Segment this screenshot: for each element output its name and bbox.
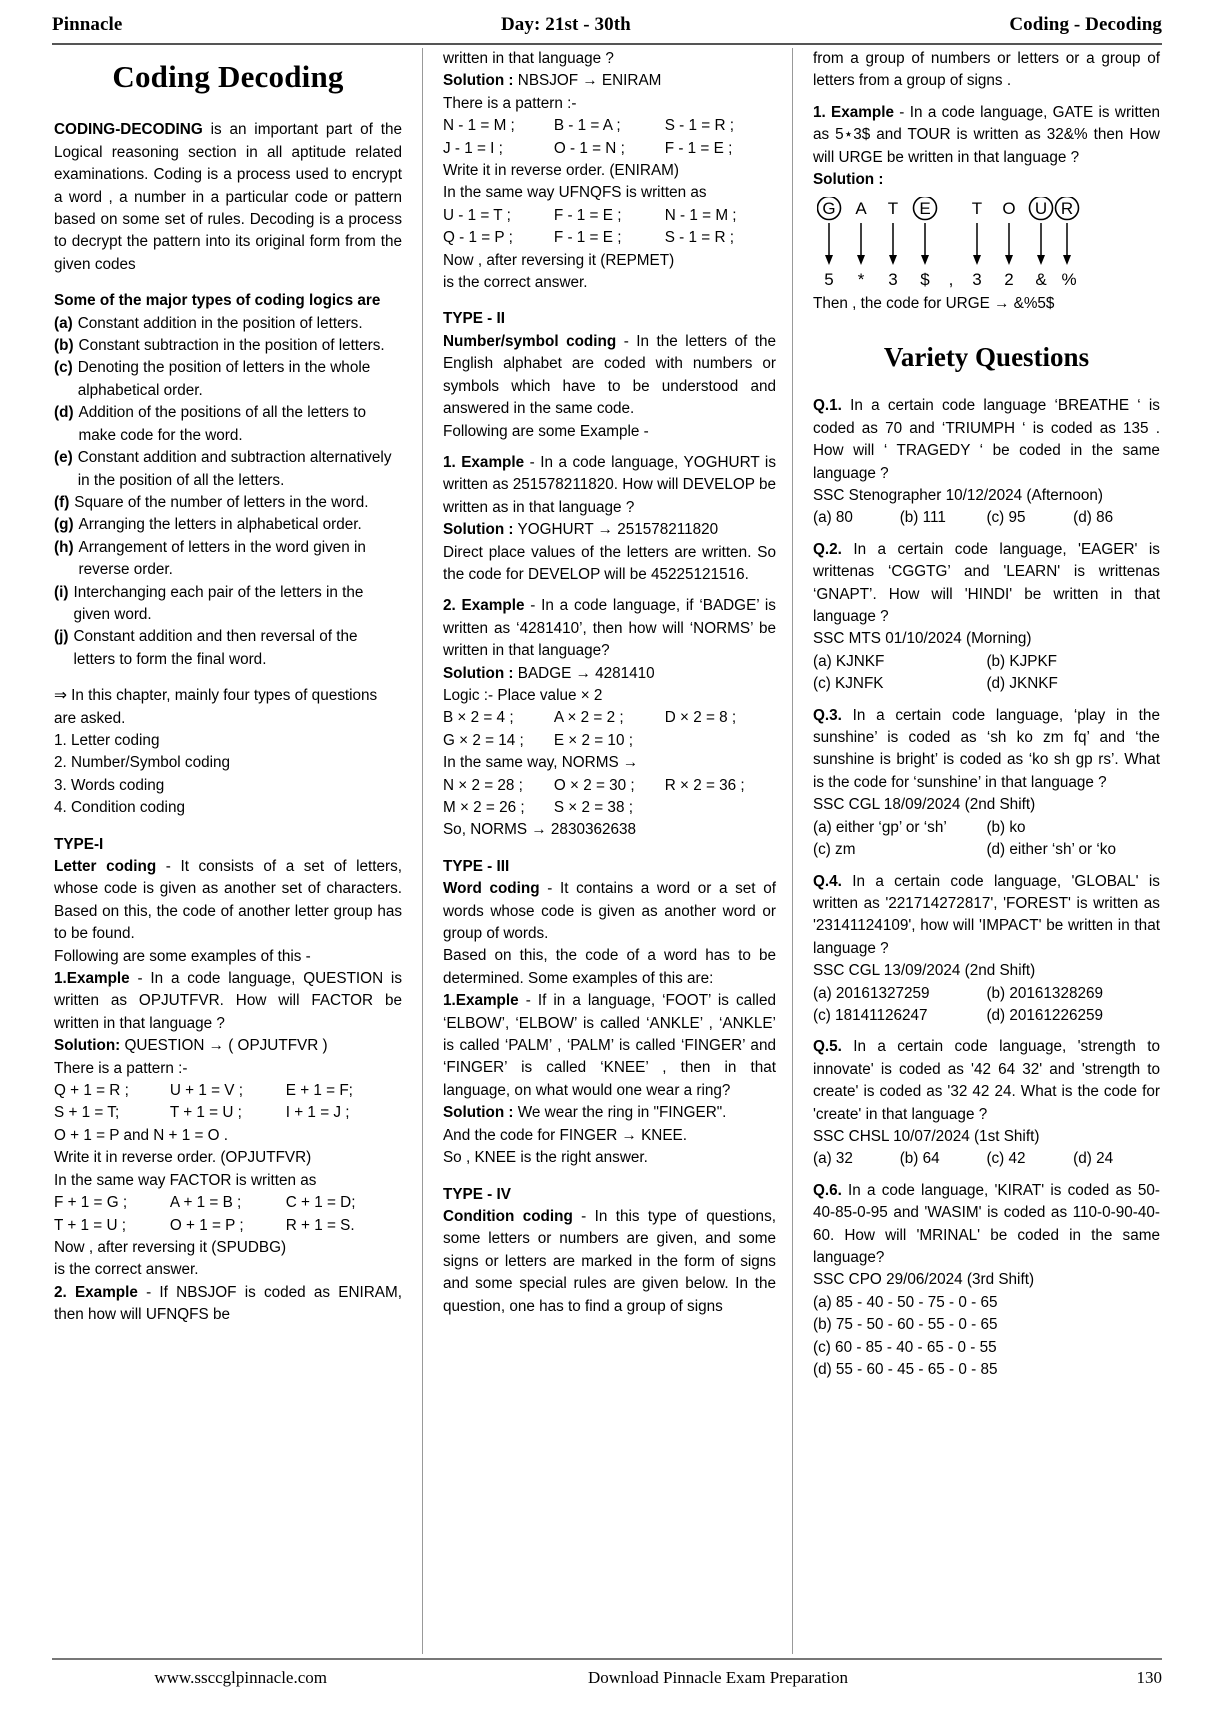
equation-row <box>54 1080 402 1102</box>
option[interactable]: (a) 85 - 40 - 50 - 75 - 0 - 65 <box>812 1293 998 1311</box>
option[interactable]: (a) either ‘gp’ or ‘sh’ <box>812 818 947 836</box>
four-type-item: 3. Words coding <box>54 776 165 794</box>
options-row <box>813 1148 1160 1170</box>
letter-G: G <box>822 199 836 219</box>
type1-definition <box>54 856 402 946</box>
option[interactable]: (c) 95 <box>986 509 1026 527</box>
solution-label: Solution : <box>442 72 514 90</box>
type1-term: Letter coding <box>54 858 157 875</box>
options-row <box>813 1005 1160 1027</box>
equation: Q - 1 = P ; <box>442 229 513 247</box>
type1-example-1 <box>54 968 402 1035</box>
intro-paragraph <box>54 119 402 276</box>
equation-row <box>54 1215 402 1237</box>
question <box>813 871 1160 961</box>
option[interactable]: (b) 75 - 50 - 60 - 55 - 0 - 65 <box>812 1316 998 1334</box>
type2-following: Following are some Example - <box>442 422 649 440</box>
question-number: Q.4. <box>812 872 842 890</box>
option[interactable]: (b) ko <box>986 818 1026 836</box>
chapter-title: Coding Decoding <box>112 59 344 94</box>
four-types-lead: ⇒ In this chapter, mainly four types of questions are asked. <box>54 687 378 727</box>
equation: I + 1 = J ; <box>285 1104 350 1122</box>
option[interactable]: (d) 86 <box>1073 509 1114 527</box>
type2-example-1-explain: Direct place values of the letters are written. So the code for DEVELOP will be 45225121516. <box>442 543 776 583</box>
question-text: In a certain code language, 'EAGER' is writtenas ‘CGGTG’ and 'LEARN' is writtenas ‘GNAPT’. How will 'HINDI' be written in that language ? <box>812 540 1160 626</box>
type2-example-2-solution <box>443 663 776 685</box>
question <box>813 1180 1160 1270</box>
letter-R: R <box>1060 199 1074 219</box>
option[interactable]: (d) 24 <box>1073 1150 1114 1168</box>
equation-row <box>443 138 776 160</box>
type2-example-2 <box>443 595 776 662</box>
list-text: Arrangement of letters in the word given in reverse order. <box>78 538 366 579</box>
column-one <box>52 48 422 1654</box>
header-brand: Pinnacle <box>52 14 123 35</box>
equation: F + 1 = G ; <box>54 1194 128 1212</box>
sameway-note: In the same way, NORMS → <box>442 754 639 772</box>
list-item <box>54 626 402 671</box>
logic-line: Logic :- Place value × 2 <box>442 686 603 704</box>
options-row <box>813 507 1160 529</box>
options-row <box>813 651 1160 673</box>
type1-example-2 <box>54 1282 402 1327</box>
list-text: Square of the number of letters in the word. <box>74 493 369 511</box>
type4-example-1-solution-label <box>813 169 1160 191</box>
list-marker: (d) <box>54 404 74 422</box>
four-type-item: 4. Condition coding <box>54 799 185 817</box>
solution-value: YOGHURT → 251578211820 <box>513 521 719 539</box>
equation: R + 1 = S. <box>285 1216 355 1234</box>
letter-E: E <box>919 199 931 219</box>
option[interactable]: (b) 20161328269 <box>986 984 1103 1002</box>
list-marker: (a) <box>54 314 73 332</box>
solution-value: We wear the ring in "FINGER". <box>513 1104 727 1122</box>
code-6: 2 <box>1004 270 1014 290</box>
equation-row <box>443 205 776 227</box>
list-marker: (f) <box>54 493 70 511</box>
list-item <box>54 313 402 335</box>
four-type-item: 2. Number/Symbol coding <box>54 754 230 772</box>
type4-desc: - In this type of questions, some letters or numbers are given, and some signs or letters are marked in the form of signs and some special rules are given below. In the question, one has to find a group of signs <box>442 1207 776 1315</box>
option[interactable]: (b) 64 <box>899 1150 940 1168</box>
option[interactable]: (d) 20161226259 <box>986 1006 1103 1024</box>
question-text: In a certain code language, 'GLOBAL' is written as '221714272817', 'FOREST' is written as '23141124109', how will 'IMPACT' be written in that language ? <box>812 872 1160 957</box>
option[interactable]: (a) KJNKF <box>812 652 885 670</box>
solution-value: NBSJOF → ENIRAM <box>513 72 662 90</box>
reverse-note: Write it in reverse order. (ENIRAM) <box>442 162 680 180</box>
example-label: 2. Example <box>54 1283 138 1301</box>
list-marker: (g) <box>54 516 74 534</box>
equation: E + 1 = F; <box>285 1082 353 1100</box>
type3-example-1 <box>443 990 776 1102</box>
list-item <box>54 402 402 447</box>
type3-so-line: So , KNEE is the right answer. <box>442 1149 648 1167</box>
option[interactable]: (c) KJNFK <box>812 675 884 693</box>
four-type-item: 1. Letter coding <box>54 731 160 749</box>
answer-note: is the correct answer. <box>442 274 588 292</box>
type3-term: Word coding <box>442 880 540 898</box>
type2-heading: TYPE - II <box>442 310 506 328</box>
question-source: SSC Stenographer 10/12/2024 (Afternoon) <box>812 487 1103 505</box>
code-separator-comma: , <box>948 270 954 290</box>
example-text: - In a code language, QUESTION is written as OPJUTFVR. How will FACTOR be written in that language ? <box>54 970 402 1032</box>
example-text: - If in a language, ‘FOOT’ is called ‘ELBOW’, ‘ELBOW’ is called ‘ANKLE’ , ‘ANKLE’ is called ‘PALM’ , ‘PALM’ is called ‘FINGER’ and ‘FINGER’ is called ‘KNEE’ , then in that language, on what would one wear a ring? <box>442 992 776 1099</box>
letter-T2: T <box>971 199 983 219</box>
type1-desc: - It consists of a set of letters, whose code is given as another set of characters. Based on this, the code of another letter group has to be found. <box>54 858 402 943</box>
equation: U - 1 = T ; <box>442 206 511 224</box>
intro-body: is an important part of the Logical reasoning section in all aptitude related examinations. Coding is a process used to encrypt a word , a number in a particular code or pattern based on some set of rules. Decoding is a process to decrypt the pattern into its original form from the given codes <box>54 121 402 273</box>
question-source: SSC CHSL 10/07/2024 (1st Shift) <box>812 1127 1040 1145</box>
question-text: In a certain code language, 'strength to innovate' is coded as '42 64 32' and 'strength to create' is coded as '32 42 24. What is the code for 'create' in that language ? <box>812 1038 1160 1123</box>
list-marker: (h) <box>54 538 74 556</box>
example-text: - In a code language, GATE is written as 5⋆3$ and TOUR is written as 32&% then How will URGE be written in that language ? <box>812 103 1160 166</box>
example-label: 1.Example <box>54 970 130 988</box>
type4-term: Condition coding <box>442 1207 573 1225</box>
equation: E × 2 = 10 ; <box>553 731 633 749</box>
equation: R × 2 = 36 ; <box>664 776 745 794</box>
option[interactable]: (b) KJPKF <box>986 652 1057 670</box>
question-number: Q.5. <box>812 1038 842 1056</box>
equation-row <box>443 775 776 797</box>
option[interactable]: (b) 111 <box>899 509 946 527</box>
solution-label: Solution : <box>442 664 514 682</box>
question-number: Q.6. <box>812 1181 842 1199</box>
equation: O × 2 = 30 ; <box>553 776 635 794</box>
list-item <box>54 357 402 402</box>
list-item <box>54 582 402 627</box>
list-marker: (e) <box>54 449 73 467</box>
question-source: SSC CPO 29/06/2024 (3rd Shift) <box>812 1271 1035 1289</box>
solution-label: Solution: <box>54 1037 121 1055</box>
option[interactable]: (c) 18141126247 <box>812 1006 928 1024</box>
type4-heading: TYPE - IV <box>442 1185 511 1203</box>
example-2-solution <box>443 70 776 92</box>
equation: Q + 1 = R ; <box>54 1082 129 1100</box>
type2-example-1-solution <box>443 519 776 541</box>
continued-line: written in that language ? <box>442 50 614 67</box>
question-text: In a certain code language, ‘play in the sunshine’ is coded as ‘sh ko zm fq’ and ‘the sunshine is bright’ is coded as ‘ko sh gp rs’. What is the code for ‘sunshine’ in that language ? <box>812 706 1160 791</box>
arrow-head-6 <box>1005 255 1013 265</box>
equation: G × 2 = 14 ; <box>442 731 524 749</box>
list-marker: (j) <box>54 628 69 646</box>
question-source: SSC CGL 18/09/2024 (2nd Shift) <box>812 796 1036 814</box>
question <box>813 1036 1160 1126</box>
page-header <box>52 14 1162 44</box>
arrow-head-3 <box>889 255 897 265</box>
code-4: $ <box>920 270 930 290</box>
arrow-head-2 <box>857 255 865 265</box>
equation-row <box>443 730 776 752</box>
three-column-body <box>52 48 1162 1654</box>
header-topic: Coding - Decoding <box>1009 14 1162 35</box>
example-text: - If NBSJOF is coded as ENIRAM, then how will UFNQFS be <box>54 1283 402 1324</box>
letter-A: A <box>855 199 867 219</box>
intro-term: CODING-DECODING <box>54 121 203 139</box>
type3-desc: - It contains a word or a set of words whose code is given as another word or group of words. <box>442 880 776 943</box>
list-text: Interchanging each pair of the letters in the given word. <box>73 583 364 623</box>
equation: O + 1 = P ; <box>169 1216 244 1234</box>
type1-heading: TYPE-I <box>54 835 104 853</box>
equation: F - 1 = E ; <box>664 139 733 157</box>
option[interactable]: (a) 80 <box>812 509 853 527</box>
question-source: SSC MTS 01/10/2024 (Morning) <box>812 630 1032 648</box>
list-item <box>54 514 402 536</box>
equation-row <box>443 115 776 137</box>
header-divider <box>52 43 1162 45</box>
option[interactable]: (c) 60 - 85 - 40 - 65 - 0 - 55 <box>812 1338 997 1356</box>
type2-definition <box>443 331 776 421</box>
list-text: Constant subtraction in the position of letters. <box>78 337 385 355</box>
type1-example-1-solution <box>54 1035 402 1057</box>
equation-last: O + 1 = P and N + 1 = O . <box>54 1126 229 1144</box>
type1-following: Following are some examples of this - <box>54 947 311 965</box>
column-two <box>422 48 792 1654</box>
code-7: & <box>1035 270 1047 290</box>
option[interactable]: (c) zm <box>812 841 856 859</box>
question <box>813 395 1160 485</box>
sameway-note: In the same way UFNQFS is written as <box>442 184 707 202</box>
type3-example-1-solution <box>443 1102 776 1124</box>
equation: S + 1 = T; <box>54 1104 120 1122</box>
list-text: Constant addition and then reversal of the letters to form the final word. <box>73 628 358 668</box>
code-2: * <box>857 270 865 290</box>
letter-O: O <box>1002 199 1016 219</box>
continued-line: from a group of numbers or letters or a group of letters from a group of signs . <box>812 50 1160 90</box>
option[interactable]: (a) 20161327259 <box>812 984 930 1002</box>
arrow-head-4 <box>921 255 929 265</box>
list-text: Constant addition in the position of letters. <box>77 314 363 332</box>
equation: A + 1 = B ; <box>169 1194 242 1212</box>
arrow-head-8 <box>1063 255 1071 265</box>
equation: O - 1 = N ; <box>553 139 625 157</box>
solution-value: BADGE → 4281410 <box>513 664 655 682</box>
type2-example-1 <box>443 452 776 519</box>
solution-value: QUESTION → ( OPJUTFVR ) <box>120 1037 328 1055</box>
solution-label: Solution : <box>442 521 514 539</box>
solution-label: Solution : <box>442 1104 514 1122</box>
question-source: SSC CGL 13/09/2024 (2nd Shift) <box>812 962 1036 980</box>
code-5: 3 <box>972 270 982 290</box>
equation-row <box>54 1102 402 1124</box>
equation: A × 2 = 2 ; <box>553 709 624 727</box>
list-item <box>54 335 402 357</box>
arrow-head-1 <box>825 255 833 265</box>
option[interactable]: (c) 42 <box>986 1150 1026 1168</box>
type4-example-1 <box>813 102 1160 169</box>
question-number: Q.2. <box>812 540 842 558</box>
type2-term: Number/symbol coding <box>442 332 617 350</box>
question-text: In a certain code language ‘BREATHE ‘ is coded as 70 and ‘TRIUMPH ‘ is coded as 135 . How will ‘ TRAGEDY ‘ be coded in the same language ? <box>812 397 1160 482</box>
question <box>813 539 1160 629</box>
equation: N - 1 = M ; <box>442 117 515 135</box>
types-heading: Some of the major types of coding logics are <box>54 292 381 310</box>
example-label: 2. Example <box>442 597 525 615</box>
reverse-note: Write it in reverse order. (OPJUTFVR) <box>54 1149 312 1167</box>
equation-row <box>443 707 776 729</box>
pattern-lead: There is a pattern :- <box>442 94 577 112</box>
question-number: Q.1. <box>812 397 842 415</box>
footer-divider <box>52 1658 1162 1660</box>
equation: N - 1 = M ; <box>664 206 737 224</box>
type3-based: Based on this, the code of a word has to be determined. Some examples of this are: <box>442 947 776 987</box>
column-three <box>792 48 1162 1654</box>
list-text: Denoting the position of letters in the whole alphabetical order. <box>77 359 371 399</box>
list-marker: (i) <box>54 583 69 601</box>
type3-heading: TYPE - III <box>442 857 510 875</box>
equation: T + 1 = U ; <box>169 1104 242 1122</box>
question <box>813 705 1160 795</box>
equation-row <box>443 797 776 819</box>
equation: S - 1 = R ; <box>664 229 735 247</box>
footer-website[interactable]: www.ssccglpinnacle.com <box>154 1668 327 1687</box>
letter-to-symbol-arrow-diagram <box>817 197 1117 289</box>
question-text: In a code language, 'KIRAT' is coded as 50-40-85-0-95 and 'WASIM' is coded as 110-0-90-40-60. How will 'MRINAL' be coded in the same language? <box>812 1181 1160 1267</box>
equation: T + 1 = U ; <box>54 1216 126 1234</box>
footer-promo: Download Pinnacle Exam Preparation <box>587 1668 849 1687</box>
now-reversing: Now , after reversing it (REPMET) <box>442 251 675 269</box>
arrow-head-5 <box>973 255 981 265</box>
list-item <box>54 447 402 492</box>
options-row <box>813 817 1160 839</box>
options-row <box>813 839 1160 861</box>
example-label: 1. Example <box>812 103 894 121</box>
solution-label: Solution : <box>812 171 884 189</box>
type2-desc: - In the letters of the English alphabet are coded with numbers or symbols which have to be understood and answered in the same code. <box>442 332 776 418</box>
list-item <box>54 537 402 582</box>
equation-row <box>54 1192 402 1214</box>
option[interactable]: (a) 32 <box>812 1150 853 1168</box>
code-3: 3 <box>888 270 898 290</box>
type4-definition <box>443 1206 776 1318</box>
option[interactable]: (d) JKNKF <box>986 675 1058 693</box>
equation: C + 1 = D; <box>285 1194 356 1212</box>
equation: F - 1 = E ; <box>553 229 622 247</box>
equation: B - 1 = A ; <box>553 117 621 135</box>
equation: D × 2 = 8 ; <box>664 709 737 727</box>
equation: S × 2 = 38 ; <box>553 799 633 816</box>
list-item <box>54 492 402 514</box>
type4-then-line: Then , the code for URGE → &%5$ <box>812 295 1055 313</box>
equation <box>665 797 776 819</box>
sameway-note: In the same way FACTOR is written as <box>54 1171 317 1189</box>
type3-definition <box>443 878 776 945</box>
list-text: Addition of the positions of all the letters to make code for the word. <box>78 404 366 444</box>
type3-and-line: And the code for FINGER → KNEE. <box>442 1126 687 1144</box>
example-label: 1. Example <box>442 453 525 471</box>
list-text: Arranging the letters in alphabetical order. <box>78 516 362 534</box>
equation: N × 2 = 28 ; <box>442 776 523 794</box>
arrow-head-7 <box>1037 255 1045 265</box>
answer-note: is the correct answer. <box>54 1261 199 1279</box>
option[interactable]: (d) 55 - 60 - 45 - 65 - 0 - 85 <box>812 1361 998 1379</box>
now-reversing: Now , after reversing it (SPUDBG) <box>54 1238 287 1256</box>
variety-questions-title: Variety Questions <box>883 341 1090 372</box>
equation: S - 1 = R ; <box>664 117 735 135</box>
list-text: Constant addition and subtraction alternatively in the position of all the letters. <box>77 449 392 489</box>
list-marker: (c) <box>54 359 73 377</box>
equation: F - 1 = E ; <box>553 206 622 224</box>
pattern-lead: There is a pattern :- <box>54 1059 188 1077</box>
footer-page-number: 130 <box>1136 1668 1162 1687</box>
equation <box>665 730 776 752</box>
options-row <box>813 983 1160 1005</box>
code-8: % <box>1061 270 1077 290</box>
equation: U + 1 = V ; <box>169 1082 243 1100</box>
header-day-range: Day: 21st - 30th <box>500 14 631 35</box>
question-number: Q.3. <box>812 706 842 724</box>
letter-U: U <box>1034 199 1048 219</box>
equation: M × 2 = 26 ; <box>442 799 525 816</box>
equation-row <box>443 227 776 249</box>
page-footer <box>52 1668 1162 1698</box>
code-mapping-diagram <box>817 197 1160 289</box>
list-marker: (b) <box>54 337 74 355</box>
example-label: 1.Example <box>442 992 519 1010</box>
arrow-group <box>825 223 1071 265</box>
letter-T: T <box>887 199 899 219</box>
options-row <box>813 673 1160 695</box>
equation: B × 2 = 4 ; <box>442 709 514 727</box>
option[interactable]: (d) either ‘sh’ or ‘ko <box>986 841 1116 859</box>
so-line: So, NORMS → 2830362638 <box>442 821 637 839</box>
equation: J - 1 = I ; <box>442 139 503 157</box>
example-text: - In a code language, YOGHURT is written as 251578211820. How will DEVELOP be written as in that language ? <box>442 453 776 516</box>
example-text: - In a code language, if ‘BADGE’ is written as ‘4281410’, then how will ‘NORMS’ be written in that language? <box>442 597 776 660</box>
code-1: 5 <box>824 270 834 290</box>
